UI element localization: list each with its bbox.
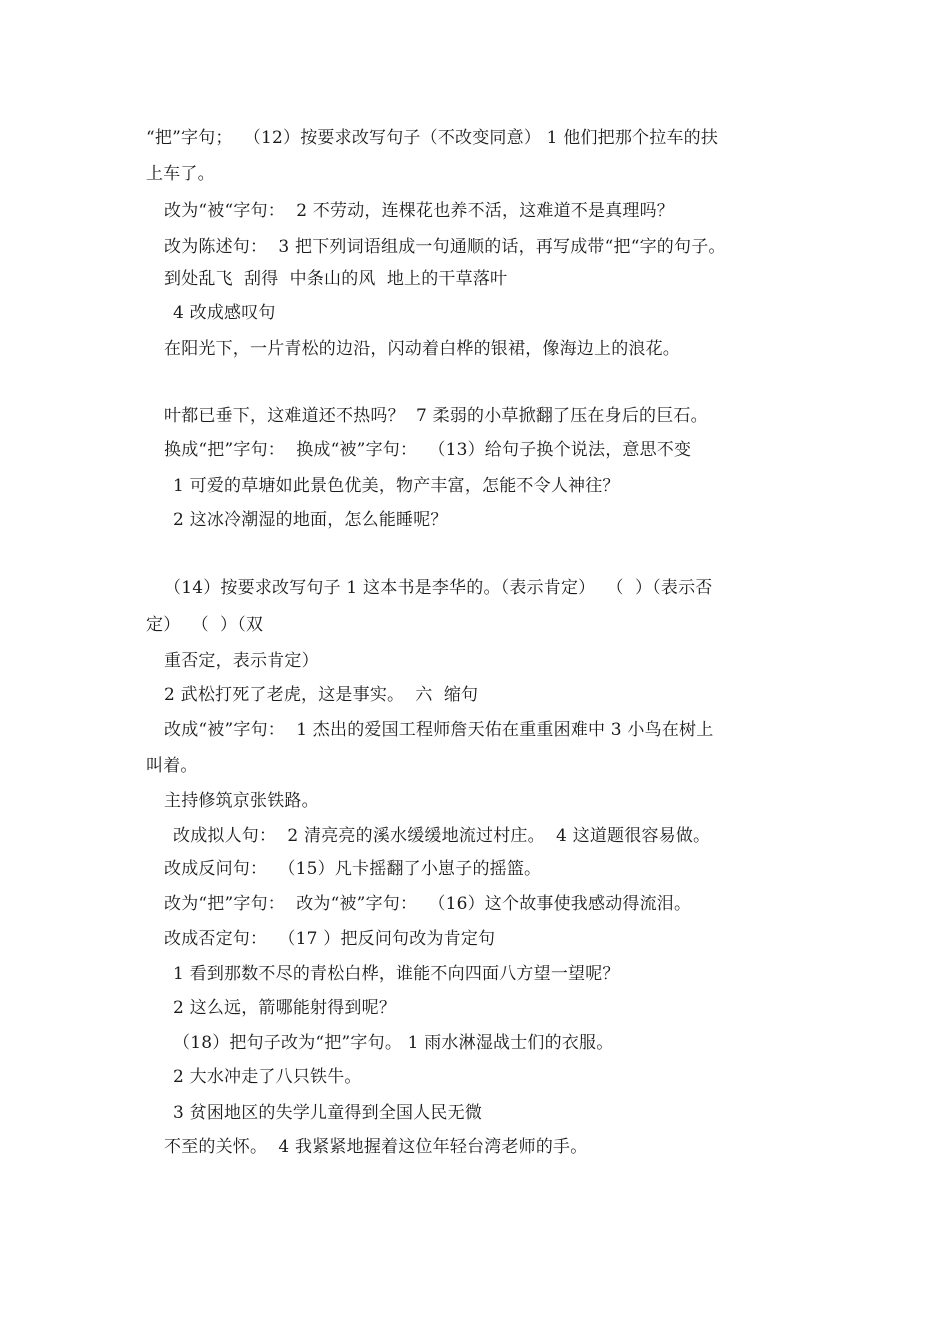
text-line: 改成反问句： （15）凡卡摇翻了小崽子的摇篮。 [164,859,542,879]
text-line: 2 大水冲走了八只铁牛。 [173,1067,362,1087]
text-line: 改成拟人句： 2 清亮亮的溪水缓缓地流过村庄。 4 这道题很容易做。 [173,826,711,846]
text-line: 1 可爱的草塘如此景色优美，物产丰富，怎能不令人神往？ [173,476,620,496]
text-line: 1 看到那数不尽的青松白桦，谁能不向四面八方望一望呢？ [173,964,620,984]
text-line: 上车了。 [146,164,215,184]
text-line: 2 这冰冷潮湿的地面，怎么能睡呢？ [173,510,448,530]
text-line: （18）把句子改为“把”字句。 1 雨水淋湿战士们的衣服。 [173,1033,614,1053]
text-line: 改成否定句： （17 ）把反问句改为肯定句 [164,929,496,949]
text-line: 叶都已垂下，这难道还不热吗？ 7 柔弱的小草掀翻了压在身后的巨石。 [164,406,708,426]
text-line: 不至的关怀。 4 我紧紧地握着这位年轻台湾老师的手。 [164,1137,588,1157]
text-line: 主持修筑京张铁路。 [164,791,319,811]
text-line: 改为陈述句： 3 把下列词语组成一句通顺的话，再写成带“把“字的句子。 [164,237,726,257]
text-line: 2 这么远，箭哪能射得到呢？ [173,998,397,1018]
text-line: （14）按要求改写句子 1 这本书是李华的。（表示肯定） （ ）（表示否 [164,578,713,598]
text-line: 3 贫困地区的失学儿童得到全国人民无微 [173,1103,483,1123]
text-line: 到处乱飞 刮得 中条山的风 地上的干草落叶 [164,269,508,289]
text-line: 改为“把”字句： 改为“被”字句： （16）这个故事使我感动得流泪。 [164,894,692,914]
text-line: 改为“被“字句： 2 不劳动，连棵花也养不活，这难道不是真理吗？ [164,201,675,221]
text-line: 定） （ ）（双 [146,615,264,635]
text-line: 叫着。 [146,756,198,776]
text-line: 换成“把”字句： 换成“被”字句： （13）给句子换个说法，意思不变 [164,440,692,460]
text-line: “把”字句； （12）按要求改写句子（不改变同意） 1 他们把那个拉车的扶 [146,128,719,148]
text-line: 在阳光下，一片青松的边沿，闪动着白桦的银裙，像海边上的浪花。 [164,339,680,359]
text-line: 改成“被”字句： 1 杰出的爱国工程师詹天佑在重重困难中 3 小鸟在树上 [164,720,714,740]
text-line: 2 武松打死了老虎，这是事实。 六 缩句 [164,685,479,705]
text-line: 重否定，表示肯定） [164,651,319,671]
text-line: 4 改成感叹句 [173,303,276,323]
